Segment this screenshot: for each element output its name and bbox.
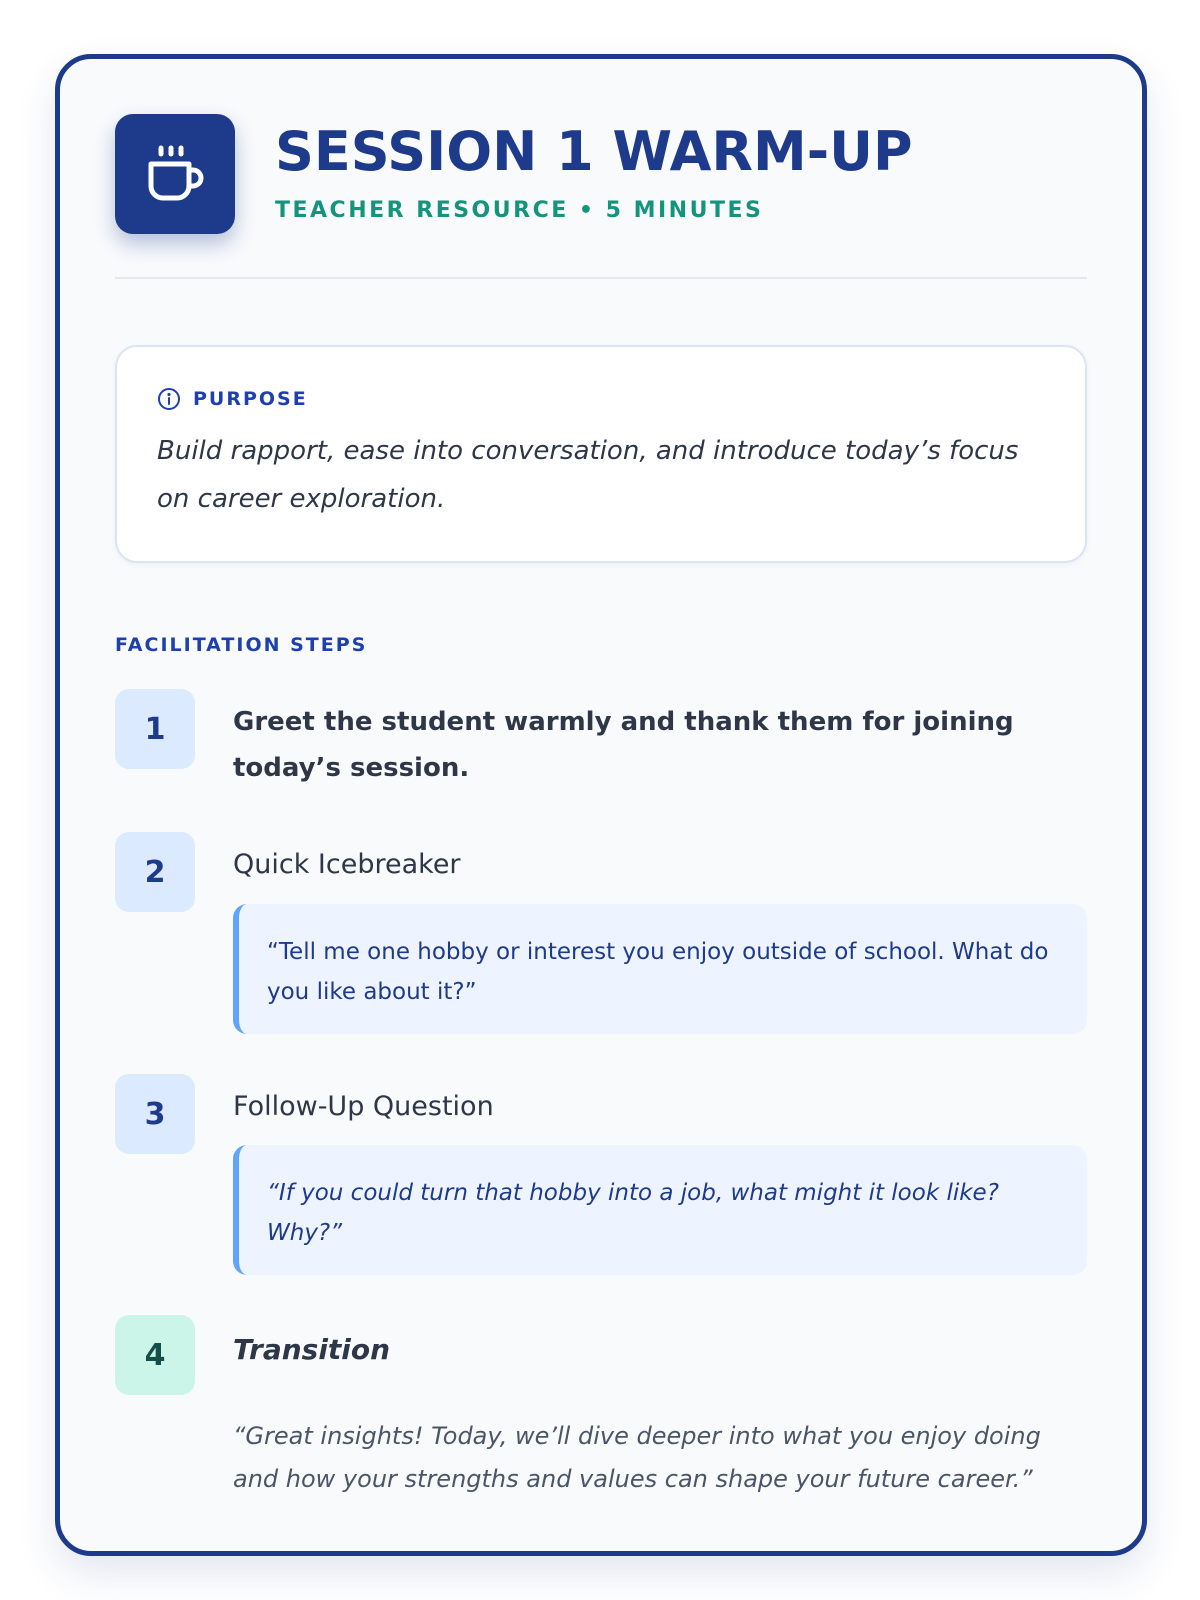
step-number-1: 1 [115, 689, 195, 769]
step-title-1: Greet the student warmly and thank them for joining today’s session. [233, 707, 1014, 783]
step-number-2: 2 [115, 832, 195, 912]
warm-up-card [55, 54, 1147, 1556]
purpose-label: PURPOSE [193, 388, 308, 410]
step-title-4: Transition [233, 1333, 391, 1366]
coffee-cup-icon [143, 142, 207, 206]
page-subtitle: TEACHER RESOURCE • 5 MINUTES [275, 198, 764, 223]
header [115, 114, 1087, 274]
purpose-box [115, 345, 1087, 563]
steps-heading: FACILITATION STEPS [115, 634, 368, 656]
page-title: SESSION 1 WARM-UP [275, 120, 913, 183]
step-number-3: 3 [115, 1074, 195, 1154]
step-number-4: 4 [115, 1315, 195, 1395]
step-2-quote: “Tell me one hobby or interest you enjoy outside of school. What do you like about it?” [233, 904, 1087, 1034]
step-4-text: “Great insights! Today, we’ll dive deeper into what you enjoy doing and how your strengths and values can shape your future career.” [233, 1422, 1041, 1493]
info-icon [157, 387, 181, 411]
step-3-quote: “If you could turn that hobby into a job, what might it look like? Why?” [233, 1145, 1087, 1275]
header-divider [115, 277, 1087, 279]
step-title-2: Quick Icebreaker [233, 849, 461, 880]
header-logo [115, 114, 235, 234]
step-title-3: Follow-Up Question [233, 1091, 494, 1122]
purpose-text: Build rapport, ease into conversation, and introduce today’s focus on career exploration. [157, 436, 1019, 514]
purpose-heading [157, 387, 308, 411]
